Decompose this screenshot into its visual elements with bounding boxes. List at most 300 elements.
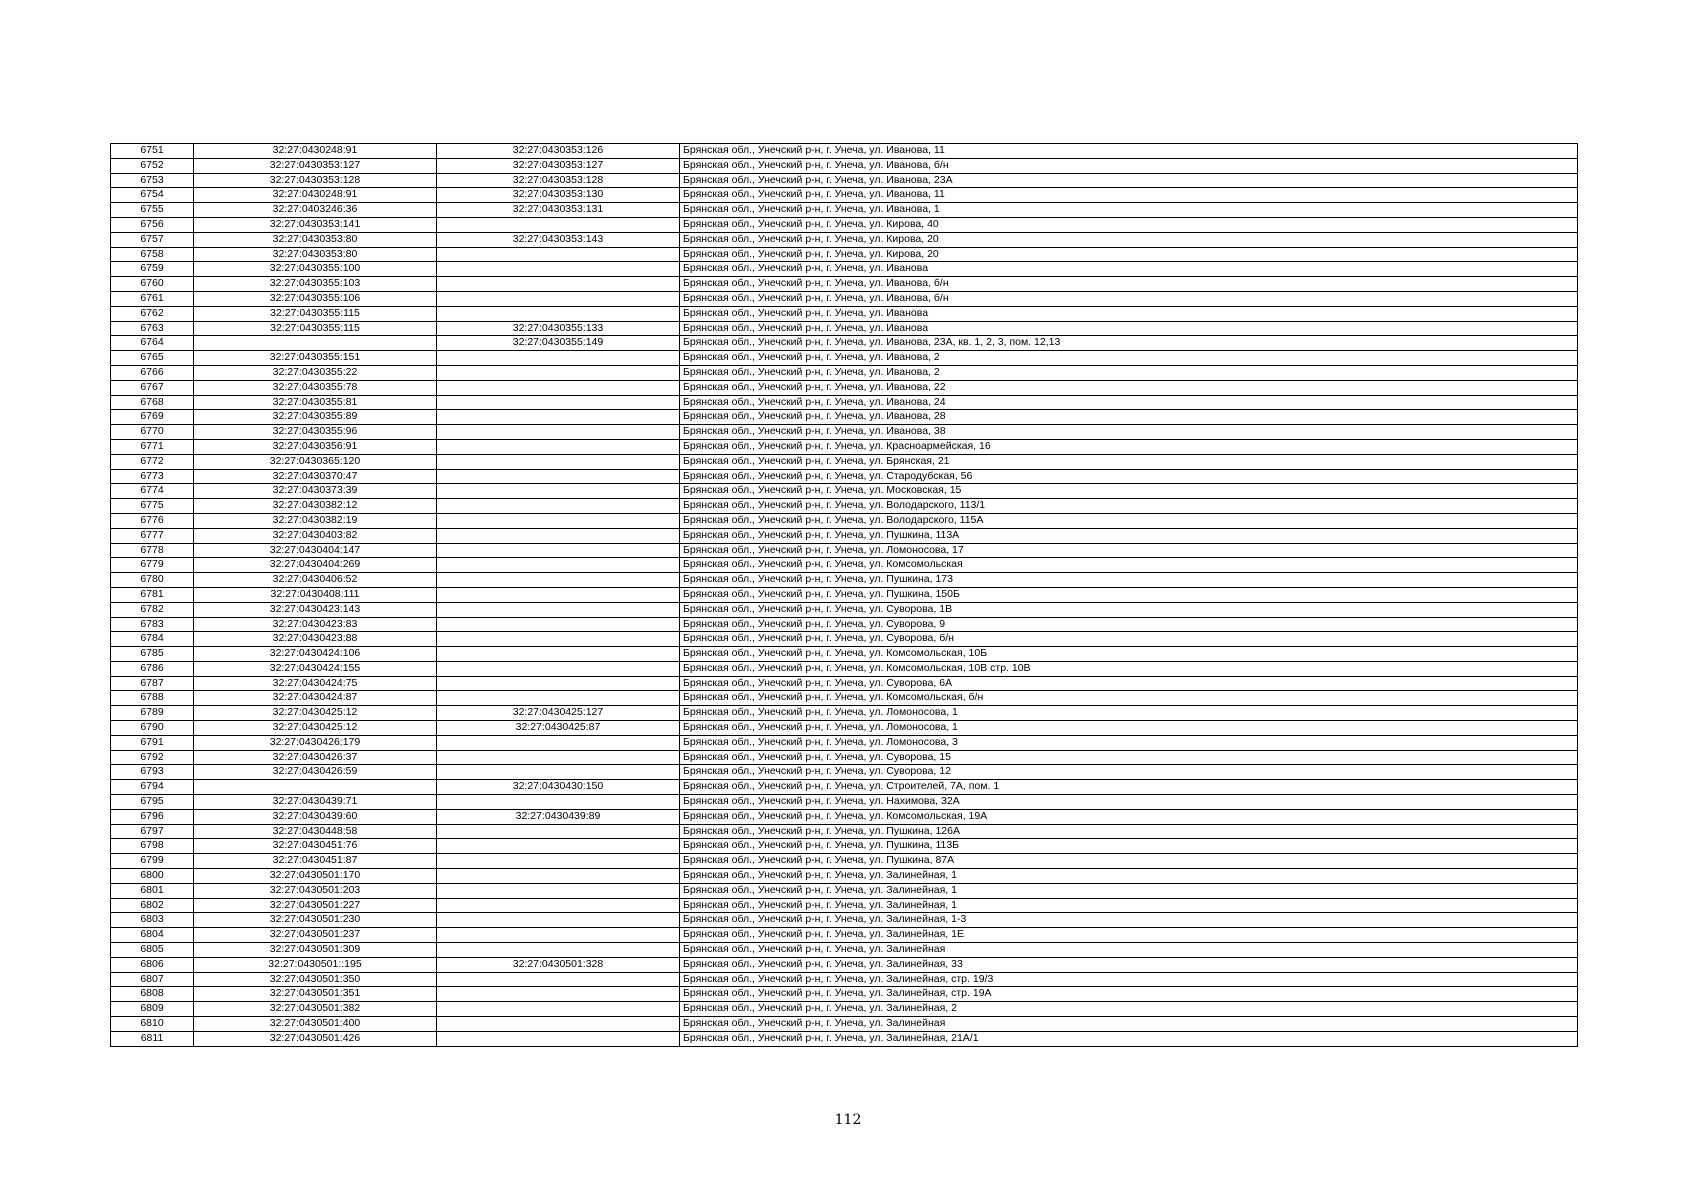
row-number-cell: 6798 [111,839,194,854]
table-row [111,232,1578,247]
address-cell: Брянская обл., Унечский р-н, г. Унеча, ул. Суворова, 12 [680,765,1578,780]
object-cadastral-number-cell [437,425,680,440]
object-cadastral-number-cell: 32:27:0430430:150 [437,780,680,795]
cadastral-number-cell: 32:27:0430501:351 [194,987,437,1002]
row-number-cell: 6786 [111,661,194,676]
address-cell: Брянская обл., Унечский р-н, г. Унеча, ул. Пушкина, 113Б [680,839,1578,854]
object-cadastral-number-cell [437,735,680,750]
row-number-cell: 6805 [111,943,194,958]
cadastral-number-cell: 32:27:0430424:106 [194,647,437,662]
object-cadastral-number-cell [437,351,680,366]
table-row [111,499,1578,514]
address-cell: Брянская обл., Унечский р-н, г. Унеча, ул. Ломоносова, 17 [680,543,1578,558]
address-cell: Брянская обл., Унечский р-н, г. Унеча, ул. Иванова, б/н [680,277,1578,292]
table-row [111,454,1578,469]
row-number-cell: 6791 [111,735,194,750]
object-cadastral-number-cell: 32:27:0430355:149 [437,336,680,351]
object-cadastral-number-cell [437,587,680,602]
object-cadastral-number-cell [437,306,680,321]
row-number-cell: 6810 [111,1017,194,1032]
object-cadastral-number-cell [437,898,680,913]
object-cadastral-number-cell [437,558,680,573]
cadastral-number-cell: 32:27:0430424:155 [194,661,437,676]
object-cadastral-number-cell [437,410,680,425]
cadastral-number-cell: 32:27:0430365:120 [194,454,437,469]
row-number-cell: 6785 [111,647,194,662]
object-cadastral-number-cell: 32:27:0430353:130 [437,188,680,203]
cadastral-number-cell: 32:27:0430373:39 [194,484,437,499]
address-cell: Брянская обл., Унечский р-н, г. Унеча, ул. Комсомольская, 10В стр. 10В [680,661,1578,676]
row-number-cell: 6802 [111,898,194,913]
cadastral-number-cell: 32:27:0430423:143 [194,602,437,617]
address-cell: Брянская обл., Унечский р-н, г. Унеча, ул. Иванова [680,306,1578,321]
cadastral-number-cell: 32:27:0430448:58 [194,824,437,839]
table-row [111,1031,1578,1046]
row-number-cell: 6789 [111,706,194,721]
cadastral-number-cell: 32:27:0430425:12 [194,721,437,736]
row-number-cell: 6760 [111,277,194,292]
table-row [111,247,1578,262]
row-number-cell: 6797 [111,824,194,839]
cadastral-number-cell: 32:27:0430406:52 [194,573,437,588]
cadastral-number-cell: 32:27:0430424:87 [194,691,437,706]
row-number-cell: 6809 [111,1002,194,1017]
table-row [111,1002,1578,1017]
object-cadastral-number-cell [437,824,680,839]
cadastral-number-cell: 32:27:0430425:12 [194,706,437,721]
object-cadastral-number-cell [437,869,680,884]
row-number-cell: 6764 [111,336,194,351]
row-number-cell: 6803 [111,913,194,928]
address-cell: Брянская обл., Унечский р-н, г. Унеча, ул. Кирова, 20 [680,232,1578,247]
cadastral-number-cell: 32:27:0430501:227 [194,898,437,913]
object-cadastral-number-cell [437,928,680,943]
cadastral-number-cell: 32:27:0430451:87 [194,854,437,869]
address-cell: Брянская обл., Унечский р-н, г. Унеча, ул. Ломоносова, 3 [680,735,1578,750]
table-row [111,410,1578,425]
row-number-cell: 6767 [111,380,194,395]
row-number-cell: 6804 [111,928,194,943]
address-cell: Брянская обл., Унечский р-н, г. Унеча, ул. Пушкина, 150Б [680,587,1578,602]
object-cadastral-number-cell [437,380,680,395]
object-cadastral-number-cell [437,795,680,810]
row-number-cell: 6754 [111,188,194,203]
cadastral-number-cell: 32:27:0430355:103 [194,277,437,292]
cadastral-number-cell: 32:27:0430501:350 [194,972,437,987]
address-cell: Брянская обл., Унечский р-н, г. Унеча, ул. Залинейная [680,1017,1578,1032]
table-row [111,943,1578,958]
address-cell: Брянская обл., Унечский р-н, г. Унеча, ул. Иванова, 23А, кв. 1, 2, 3, пом. 12,13 [680,336,1578,351]
address-cell: Брянская обл., Унечский р-н, г. Унеча, ул. Суворова, б/н [680,632,1578,647]
cadastral-number-cell [194,780,437,795]
row-number-cell: 6769 [111,410,194,425]
cadastral-number-cell: 32:27:0430355:115 [194,306,437,321]
row-number-cell: 6788 [111,691,194,706]
cadastral-number-cell: 32:27:0430501:230 [194,913,437,928]
address-cell: Брянская обл., Унечский р-н, г. Унеча, ул. Суворова, 1В [680,602,1578,617]
table-row [111,291,1578,306]
address-cell: Брянская обл., Унечский р-н, г. Унеча, ул. Иванова, 1 [680,203,1578,218]
table-row [111,987,1578,1002]
registry-table [110,143,1578,1047]
table-row [111,928,1578,943]
table-row [111,602,1578,617]
table-row [111,661,1578,676]
object-cadastral-number-cell: 32:27:0430353:131 [437,203,680,218]
object-cadastral-number-cell [437,439,680,454]
row-number-cell: 6771 [111,439,194,454]
address-cell: Брянская обл., Унечский р-н, г. Унеча, ул. Иванова, 11 [680,144,1578,159]
row-number-cell: 6772 [111,454,194,469]
object-cadastral-number-cell [437,499,680,514]
address-cell: Брянская обл., Унечский р-н, г. Унеча, ул. Суворова, 15 [680,750,1578,765]
row-number-cell: 6808 [111,987,194,1002]
table-row [111,809,1578,824]
table-row [111,425,1578,440]
address-cell: Брянская обл., Унечский р-н, г. Унеча, ул. Кирова, 20 [680,247,1578,262]
object-cadastral-number-cell [437,883,680,898]
row-number-cell: 6757 [111,232,194,247]
row-number-cell: 6776 [111,513,194,528]
cadastral-number-cell: 32:27:0430355:96 [194,425,437,440]
row-number-cell: 6762 [111,306,194,321]
object-cadastral-number-cell [437,262,680,277]
address-cell: Брянская обл., Унечский р-н, г. Унеча, ул. Иванова, б/н [680,291,1578,306]
table-row [111,262,1578,277]
address-cell: Брянская обл., Унечский р-н, г. Унеча, ул. Залинейная, 1Е [680,928,1578,943]
object-cadastral-number-cell: 32:27:0430353:127 [437,158,680,173]
row-number-cell: 6765 [111,351,194,366]
cadastral-number-cell: 32:27:0430353:80 [194,247,437,262]
row-number-cell: 6770 [111,425,194,440]
address-cell: Брянская обл., Унечский р-н, г. Унеча, ул. Иванова, 2 [680,365,1578,380]
cadastral-number-cell: 32:27:0430353:127 [194,158,437,173]
table-row [111,144,1578,159]
table-row [111,972,1578,987]
address-cell: Брянская обл., Унечский р-н, г. Унеча, ул. Брянская, 21 [680,454,1578,469]
table-row [111,765,1578,780]
row-number-cell: 6758 [111,247,194,262]
object-cadastral-number-cell [437,513,680,528]
table-row [111,336,1578,351]
address-cell: Брянская обл., Унечский р-н, г. Унеча, ул. Ломоносова, 1 [680,721,1578,736]
address-cell: Брянская обл., Унечский р-н, г. Унеча, ул. Пушкина, 113А [680,528,1578,543]
cadastral-number-cell: 32:27:0430403:82 [194,528,437,543]
object-cadastral-number-cell [437,528,680,543]
cadastral-number-cell: 32:27:0430501:400 [194,1017,437,1032]
row-number-cell: 6778 [111,543,194,558]
object-cadastral-number-cell [437,691,680,706]
row-number-cell: 6795 [111,795,194,810]
table-row [111,839,1578,854]
object-cadastral-number-cell [437,676,680,691]
cadastral-number-cell: 32:27:0430370:47 [194,469,437,484]
table-row [111,721,1578,736]
row-number-cell: 6792 [111,750,194,765]
address-cell: Брянская обл., Унечский р-н, г. Унеча, ул. Залинейная, 1 [680,883,1578,898]
object-cadastral-number-cell [437,987,680,1002]
row-number-cell: 6777 [111,528,194,543]
object-cadastral-number-cell: 32:27:0430353:143 [437,232,680,247]
row-number-cell: 6790 [111,721,194,736]
address-cell: Брянская обл., Унечский р-н, г. Унеча, ул. Стародубская, 56 [680,469,1578,484]
object-cadastral-number-cell [437,617,680,632]
address-cell: Брянская обл., Унечский р-н, г. Унеча, ул. Залинейная, 21А/1 [680,1031,1578,1046]
object-cadastral-number-cell [437,839,680,854]
cadastral-number-cell: 32:27:0430423:83 [194,617,437,632]
table-row [111,306,1578,321]
table-row [111,735,1578,750]
object-cadastral-number-cell: 32:27:0430355:133 [437,321,680,336]
table-row [111,469,1578,484]
cadastral-number-cell: 32:27:0430501::195 [194,957,437,972]
row-number-cell: 6751 [111,144,194,159]
table-row [111,854,1578,869]
address-cell: Брянская обл., Унечский р-н, г. Унеча, ул. Залинейная, 2 [680,1002,1578,1017]
row-number-cell: 6800 [111,869,194,884]
table-row [111,647,1578,662]
table-row [111,898,1578,913]
row-number-cell: 6779 [111,558,194,573]
cadastral-number-cell: 32:27:0430248:91 [194,144,437,159]
cadastral-number-cell: 32:27:0430501:203 [194,883,437,898]
address-cell: Брянская обл., Унечский р-н, г. Унеча, ул. Иванова [680,262,1578,277]
cadastral-number-cell: 32:27:0430426:37 [194,750,437,765]
table-row [111,957,1578,972]
object-cadastral-number-cell [437,632,680,647]
row-number-cell: 6780 [111,573,194,588]
cadastral-number-cell: 32:27:0430501:170 [194,869,437,884]
row-number-cell: 6773 [111,469,194,484]
address-cell: Брянская обл., Унечский р-н, г. Унеча, ул. Залинейная, 1 [680,869,1578,884]
address-cell: Брянская обл., Унечский р-н, г. Унеча, ул. Комсомольская, 19А [680,809,1578,824]
object-cadastral-number-cell [437,1017,680,1032]
row-number-cell: 6768 [111,395,194,410]
table-row [111,632,1578,647]
table-row [111,158,1578,173]
cadastral-number-cell: 32:27:0430501:426 [194,1031,437,1046]
table-row [111,691,1578,706]
table-row [111,869,1578,884]
table-row [111,528,1578,543]
table-row [111,217,1578,232]
object-cadastral-number-cell [437,247,680,262]
table-row [111,203,1578,218]
row-number-cell: 6801 [111,883,194,898]
cadastral-number-cell: 32:27:0430404:269 [194,558,437,573]
cadastral-number-cell: 32:27:0430501:237 [194,928,437,943]
address-cell: Брянская обл., Унечский р-н, г. Унеча, ул. Залинейная, 1 [680,898,1578,913]
address-cell: Брянская обл., Унечский р-н, г. Унеча, ул. Суворова, 6А [680,676,1578,691]
table-row [111,380,1578,395]
address-cell: Брянская обл., Унечский р-н, г. Унеча, ул. Пушкина, 87А [680,854,1578,869]
address-cell: Брянская обл., Унечский р-н, г. Унеча, ул. Иванова, 22 [680,380,1578,395]
object-cadastral-number-cell [437,661,680,676]
address-cell: Брянская обл., Унечский р-н, г. Унеча, ул. Залинейная, 33 [680,957,1578,972]
address-cell: Брянская обл., Унечский р-н, г. Унеча, ул. Ломоносова, 1 [680,706,1578,721]
cadastral-number-cell: 32:27:0430426:179 [194,735,437,750]
object-cadastral-number-cell [437,217,680,232]
address-cell: Брянская обл., Унечский р-н, г. Унеча, ул. Строителей, 7А, пом. 1 [680,780,1578,795]
table-row [111,365,1578,380]
cadastral-number-cell: 32:27:0430382:19 [194,513,437,528]
table-row [111,706,1578,721]
cadastral-number-cell: 32:27:0430501:309 [194,943,437,958]
cadastral-number-cell: 32:27:0430439:60 [194,809,437,824]
address-cell: Брянская обл., Унечский р-н, г. Унеча, ул. Володарского, 113/1 [680,499,1578,514]
object-cadastral-number-cell [437,291,680,306]
row-number-cell: 6806 [111,957,194,972]
table-row [111,1017,1578,1032]
cadastral-number-cell: 32:27:0430355:81 [194,395,437,410]
row-number-cell: 6753 [111,173,194,188]
address-cell: Брянская обл., Унечский р-н, г. Унеча, ул. Залинейная, 1-3 [680,913,1578,928]
registry-table-body [111,144,1578,1047]
cadastral-number-cell: 32:27:0430423:88 [194,632,437,647]
address-cell: Брянская обл., Унечский р-н, г. Унеча, ул. Иванова, 28 [680,410,1578,425]
object-cadastral-number-cell [437,277,680,292]
object-cadastral-number-cell: 32:27:0430425:127 [437,706,680,721]
table-row [111,321,1578,336]
cadastral-number-cell: 32:27:0430501:382 [194,1002,437,1017]
cadastral-number-cell: 32:27:0430353:141 [194,217,437,232]
table-row [111,188,1578,203]
address-cell: Брянская обл., Унечский р-н, г. Унеча, ул. Иванова, 11 [680,188,1578,203]
table-row [111,780,1578,795]
row-number-cell: 6783 [111,617,194,632]
address-cell: Брянская обл., Унечский р-н, г. Унеча, ул. Залинейная, стр. 19А [680,987,1578,1002]
cadastral-number-cell [194,336,437,351]
row-number-cell: 6756 [111,217,194,232]
cadastral-number-cell: 32:27:0430355:106 [194,291,437,306]
row-number-cell: 6781 [111,587,194,602]
table-row [111,484,1578,499]
row-number-cell: 6761 [111,291,194,306]
cadastral-number-cell: 32:27:0430355:89 [194,410,437,425]
row-number-cell: 6784 [111,632,194,647]
object-cadastral-number-cell [437,913,680,928]
object-cadastral-number-cell [437,484,680,499]
object-cadastral-number-cell [437,573,680,588]
address-cell: Брянская обл., Унечский р-н, г. Унеча, ул. Суворова, 9 [680,617,1578,632]
cadastral-number-cell: 32:27:0430439:71 [194,795,437,810]
table-row [111,277,1578,292]
object-cadastral-number-cell [437,972,680,987]
row-number-cell: 6766 [111,365,194,380]
table-row [111,351,1578,366]
table-row [111,543,1578,558]
address-cell: Брянская обл., Унечский р-н, г. Унеча, ул. Московская, 15 [680,484,1578,499]
table-row [111,587,1578,602]
cadastral-number-cell: 32:27:0430355:151 [194,351,437,366]
row-number-cell: 6796 [111,809,194,824]
object-cadastral-number-cell [437,1002,680,1017]
object-cadastral-number-cell [437,765,680,780]
object-cadastral-number-cell: 32:27:0430439:89 [437,809,680,824]
table-row [111,573,1578,588]
address-cell: Брянская обл., Унечский р-н, г. Унеча, ул. Иванова, 2 [680,351,1578,366]
table-row [111,617,1578,632]
row-number-cell: 6774 [111,484,194,499]
row-number-cell: 6763 [111,321,194,336]
object-cadastral-number-cell [437,454,680,469]
cadastral-number-cell: 32:27:0430451:76 [194,839,437,854]
cadastral-number-cell: 32:27:0430353:80 [194,232,437,247]
table-row [111,439,1578,454]
address-cell: Брянская обл., Унечский р-н, г. Унеча, ул. Красноармейская, 16 [680,439,1578,454]
row-number-cell: 6775 [111,499,194,514]
address-cell: Брянская обл., Унечский р-н, г. Унеча, ул. Пушкина, 126А [680,824,1578,839]
address-cell: Брянская обл., Унечский р-н, г. Унеча, ул. Залинейная, стр. 19/3 [680,972,1578,987]
object-cadastral-number-cell [437,602,680,617]
object-cadastral-number-cell [437,1031,680,1046]
row-number-cell: 6759 [111,262,194,277]
address-cell: Брянская обл., Унечский р-н, г. Унеча, ул. Иванова [680,321,1578,336]
object-cadastral-number-cell: 32:27:0430501:328 [437,957,680,972]
address-cell: Брянская обл., Унечский р-н, г. Унеча, ул. Нахимова, 32А [680,795,1578,810]
cadastral-number-cell: 32:27:0430353:128 [194,173,437,188]
object-cadastral-number-cell [437,943,680,958]
address-cell: Брянская обл., Унечский р-н, г. Унеча, ул. Иванова, 24 [680,395,1578,410]
address-cell: Брянская обл., Унечский р-н, г. Унеча, ул. Залинейная [680,943,1578,958]
object-cadastral-number-cell: 32:27:0430353:128 [437,173,680,188]
cadastral-number-cell: 32:27:0430355:115 [194,321,437,336]
address-cell: Брянская обл., Унечский р-н, г. Унеча, ул. Пушкина, 173 [680,573,1578,588]
cadastral-number-cell: 32:27:0430355:100 [194,262,437,277]
table-row [111,395,1578,410]
page-number: 112 [834,1112,862,1128]
table-row [111,558,1578,573]
address-cell: Брянская обл., Унечский р-н, г. Унеча, ул. Кирова, 40 [680,217,1578,232]
table-row [111,173,1578,188]
object-cadastral-number-cell [437,854,680,869]
row-number-cell: 6794 [111,780,194,795]
cadastral-number-cell: 32:27:0430248:91 [194,188,437,203]
row-number-cell: 6787 [111,676,194,691]
address-cell: Брянская обл., Унечский р-н, г. Унеча, ул. Иванова, 38 [680,425,1578,440]
row-number-cell: 6799 [111,854,194,869]
object-cadastral-number-cell [437,750,680,765]
cadastral-number-cell: 32:27:0430355:78 [194,380,437,395]
object-cadastral-number-cell [437,395,680,410]
address-cell: Брянская обл., Унечский р-н, г. Унеча, ул. Комсомольская, 10Б [680,647,1578,662]
address-cell: Брянская обл., Унечский р-н, г. Унеча, ул. Иванова, б/н [680,158,1578,173]
row-number-cell: 6782 [111,602,194,617]
registry-sheet [110,143,1578,1047]
table-row [111,513,1578,528]
object-cadastral-number-cell [437,543,680,558]
address-cell: Брянская обл., Унечский р-н, г. Унеча, ул. Иванова, 23А [680,173,1578,188]
object-cadastral-number-cell [437,647,680,662]
table-row [111,750,1578,765]
cadastral-number-cell: 32:27:0403246:36 [194,203,437,218]
object-cadastral-number-cell: 32:27:0430425:87 [437,721,680,736]
row-number-cell: 6807 [111,972,194,987]
cadastral-number-cell: 32:27:0430426:59 [194,765,437,780]
object-cadastral-number-cell [437,469,680,484]
table-row [111,676,1578,691]
address-cell: Брянская обл., Унечский р-н, г. Унеча, ул. Комсомольская [680,558,1578,573]
row-number-cell: 6811 [111,1031,194,1046]
object-cadastral-number-cell: 32:27:0430353:126 [437,144,680,159]
address-cell: Брянская обл., Унечский р-н, г. Унеча, ул. Володарского, 115А [680,513,1578,528]
address-cell: Брянская обл., Унечский р-н, г. Унеча, ул. Комсомольская, б/н [680,691,1578,706]
cadastral-number-cell: 32:27:0430355:22 [194,365,437,380]
cadastral-number-cell: 32:27:0430404:147 [194,543,437,558]
cadastral-number-cell: 32:27:0430408:111 [194,587,437,602]
table-row [111,795,1578,810]
table-row [111,883,1578,898]
